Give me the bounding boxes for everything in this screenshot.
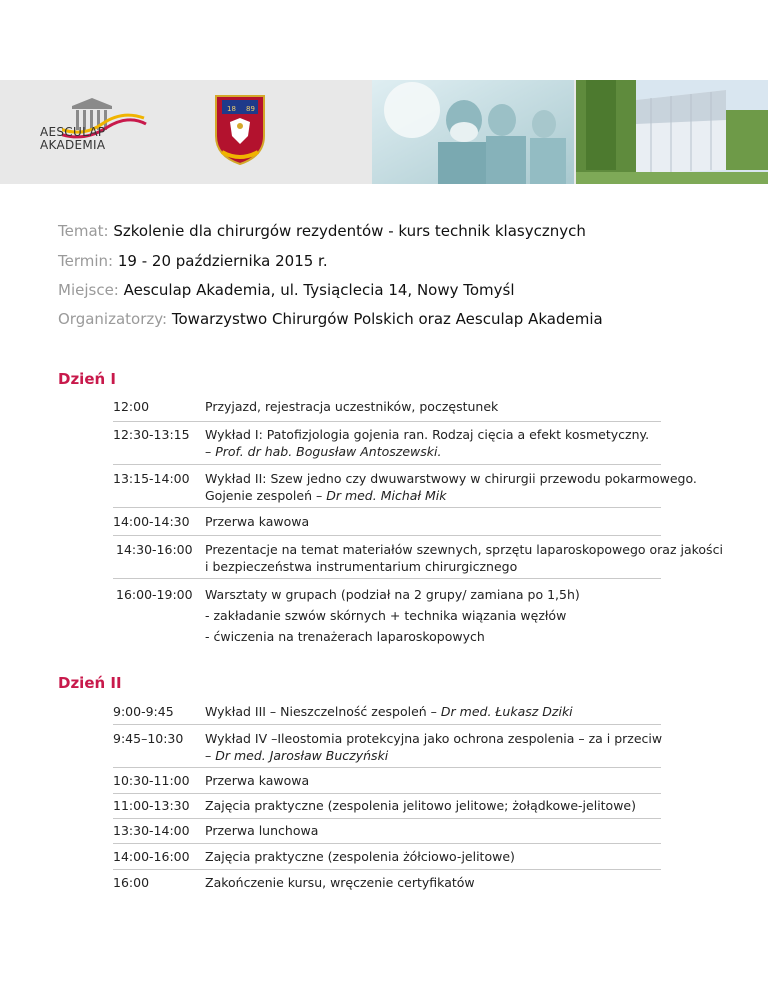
row-divider [113, 818, 661, 819]
desc-line: - zakładanie szwów skórnych + technika wiązania węzłów [205, 608, 567, 623]
desc-line: Zajęcia praktyczne (zespolenia jelitowo jelitowe; żołądkowe-jelitowe) [205, 798, 636, 813]
schedule-time: 9:45–10:30 [113, 731, 184, 746]
schedule-description [205, 772, 768, 789]
schedule-description [205, 584, 768, 647]
schedule-description [205, 703, 768, 720]
organizers-label: Organizatorzy: [58, 310, 168, 328]
schedule-description [205, 541, 768, 575]
day-2-heading: Dzień II [58, 674, 122, 692]
place-label: Miejsce: [58, 281, 119, 299]
row-divider [113, 421, 661, 422]
desc-line: Wykład I: Patofizjologia gojenia ran. Rodzaj cięcia a efekt kosmetyczny. [205, 427, 650, 442]
schedule-description [205, 470, 768, 504]
schedule-time: 9:00-9:45 [113, 704, 174, 719]
schedule-time: 14:00-16:00 [113, 849, 190, 864]
desc-line: i bezpieczeństwa instrumentarium chirurgicznego [205, 559, 518, 574]
schedule-description [205, 730, 768, 764]
desc-line: Prezentacje na temat materiałów szewnych, sprzętu laparoskopowego oraz jakości [205, 542, 723, 557]
desc-line: Gojenie zespoleń – Dr med. Michał Mik [205, 488, 447, 503]
schedule-description [205, 797, 768, 814]
topic-value: Szkolenie dla chirurgów rezydentów - kurs technik klasycznych [113, 222, 586, 240]
schedule-description [205, 513, 768, 530]
row-divider [113, 535, 661, 536]
logo-line-2: AKADEMIA [40, 138, 106, 152]
header-banner [0, 80, 768, 184]
university-crest-icon [212, 92, 268, 166]
desc-line: Przerwa kawowa [205, 514, 310, 529]
schedule-time: 14:30-16:00 [116, 542, 193, 557]
surgeons-photo [372, 80, 574, 184]
schedule-description [205, 874, 768, 891]
schedule-description [205, 822, 768, 839]
desc-line: Przerwa kawowa [205, 773, 310, 788]
organizers-line [58, 310, 603, 328]
row-divider [113, 724, 661, 725]
desc-line: Przyjazd, rejestracja uczestników, poczęstunek [205, 399, 499, 414]
crest-year-right: 89 [246, 105, 255, 113]
speaker-name: Dr med. Michał Mik [326, 488, 447, 503]
schedule-time: 13:30-14:00 [113, 823, 190, 838]
row-divider [113, 507, 661, 508]
topic-label: Temat: [58, 222, 109, 240]
desc-line: Wykład II: Szew jedno czy dwuwarstwowy w chirurgii przewodu pokarmowego. [205, 471, 697, 486]
schedule-time: 12:00 [113, 399, 150, 414]
row-divider [113, 767, 661, 768]
logo-text [40, 126, 105, 152]
row-divider [113, 869, 661, 870]
schedule-time: 16:00 [113, 875, 150, 890]
speaker-name: – Prof. dr hab. Bogusław Antoszewski. [205, 444, 442, 459]
speaker-name: – Dr med. Jarosław Buczyński [205, 748, 389, 763]
schedule-time: 10:30-11:00 [113, 773, 190, 788]
speaker-name: Dr med. Łukasz Dziki [440, 704, 573, 719]
place-value: Aesculap Akademia, ul. Tysiąclecia 14, Nowy Tomyśl [123, 281, 515, 299]
row-divider [113, 578, 661, 579]
day-1-heading: Dzień I [58, 370, 116, 388]
schedule-time: 14:00-14:30 [113, 514, 190, 529]
schedule-time: 11:00-13:30 [113, 798, 190, 813]
academy-building-photo [576, 80, 768, 184]
desc-line: Wykład III – Nieszczelność zespoleń – Dr med. Łukasz Dziki [205, 704, 573, 719]
schedule-time: 12:30-13:15 [113, 427, 190, 442]
schedule-description [205, 426, 768, 460]
desc-line: - ćwiczenia na trenażerach laparoskopowych [205, 629, 485, 644]
row-divider [113, 793, 661, 794]
row-divider [113, 464, 661, 465]
desc-line: Przerwa lunchowa [205, 823, 319, 838]
date-line [58, 252, 328, 270]
desc-line: Warsztaty w grupach (podział na 2 grupy/ zamiana po 1,5h) [205, 587, 580, 602]
schedule-time: 13:15-14:00 [113, 471, 190, 486]
desc-line: Zajęcia praktyczne (zespolenia żółciowo-jelitowe) [205, 849, 515, 864]
schedule-time: 16:00-19:00 [116, 587, 193, 602]
logo-line-1: AESCULAP [40, 125, 106, 139]
place-line [58, 281, 515, 299]
desc-line: Wykład IV –Ileostomia protekcyjna jako ochrona zespolenia – za i przeciw [205, 731, 663, 746]
schedule-description [205, 398, 768, 415]
row-divider [113, 843, 661, 844]
schedule-description [205, 848, 768, 865]
date-value: 19 - 20 października 2015 r. [117, 252, 328, 270]
organizers-value: Towarzystwo Chirurgów Polskich oraz Aesculap Akademia [171, 310, 603, 328]
crest-year-left: 18 [227, 105, 236, 113]
desc-line: Zakończenie kursu, wręczenie certyfikatów [205, 875, 475, 890]
topic-line [58, 222, 586, 240]
date-label: Termin: [58, 252, 114, 270]
